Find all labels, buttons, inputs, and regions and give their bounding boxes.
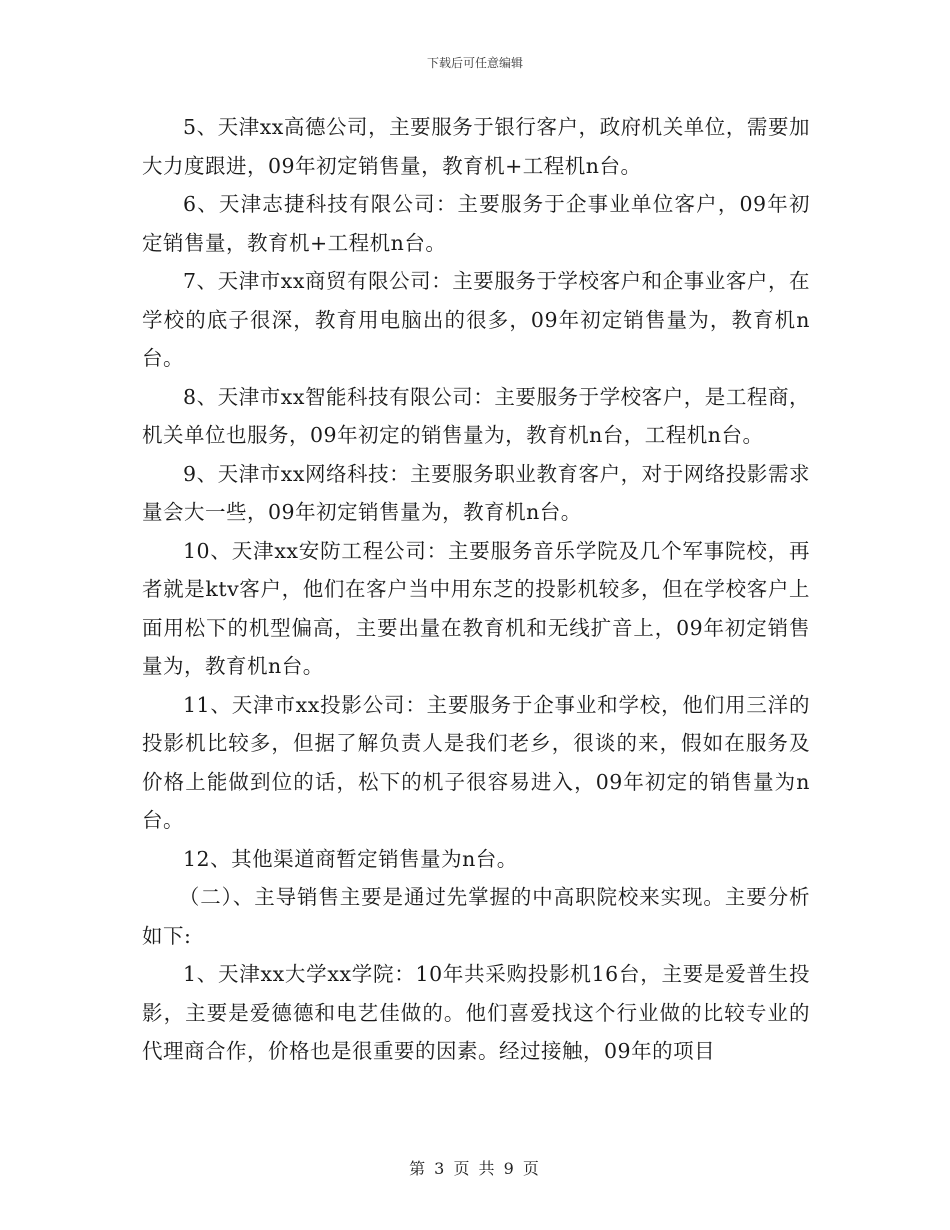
paragraph-dealer-11: 11、天津市xx投影公司：主要服务于企事业和学校，他们用三洋的投影机比较多，但据了解负责人是我们老乡，很谈的来，假如在服务及价格上能做到位的话，松下的机子很容易进入，09年初定的销售量为n台。 xyxy=(142,692,810,832)
paragraph-dealer-10: 10、天津xx安防工程公司：主要服务音乐学院及几个军事院校，再者就是ktv客户，他们在客户当中用东芝的投影机较多，但在学校客户上面用松下的机型偏高，主要出量在教育机和无线扩音上，09年初定销售量为，教育机n台。 xyxy=(142,538,810,678)
page-number: 第 3 页 共 9 页 xyxy=(409,1159,541,1178)
paragraph-dealer-8: 8、天津市xx智能科技有限公司：主要服务于学校客户，是工程商，机关单位也服务，09年初定的销售量为，教育机n台，工程机n台。 xyxy=(142,384,810,447)
paragraph-school-1: 1、天津xx大学xx学院：10年共采购投影机16台，主要是爱普生投影，主要是爱德德和电艺佳做的。他们喜爱找这个行业做的比较专业的代理商合作，价格也是很重要的因素。经过接触，09年的项目 xyxy=(142,962,810,1063)
paragraph-dealer-5: 5、天津xx高德公司，主要服务于银行客户，政府机关单位，需要加大力度跟进，09年初定销售量，教育机+工程机n台。 xyxy=(142,115,810,178)
section-heading-direct-sales: （二）、主导销售主要是通过先掌握的中高职院校来实现。主要分析如下: xyxy=(142,885,810,948)
paragraph-dealer-7: 7、天津市xx商贸有限公司：主要服务于学校客户和企事业客户，在学校的底子很深，教育用电脑出的很多，09年初定销售量为，教育机n台。 xyxy=(142,269,810,370)
paragraph-dealer-9: 9、天津市xx网络科技：主要服务职业教育客户，对于网络投影需求量会大一些，09年初定销售量为，教育机n台。 xyxy=(142,461,810,524)
paragraph-dealer-12: 12、其他渠道商暂定销售量为n台。 xyxy=(183,846,518,871)
page-header-note: 下载后可任意编辑 xyxy=(426,56,523,70)
paragraph-dealer-6: 6、天津志捷科技有限公司：主要服务于企事业单位客户，09年初定销售量，教育机+工程机n台。 xyxy=(142,192,810,255)
document-body xyxy=(142,108,810,1071)
